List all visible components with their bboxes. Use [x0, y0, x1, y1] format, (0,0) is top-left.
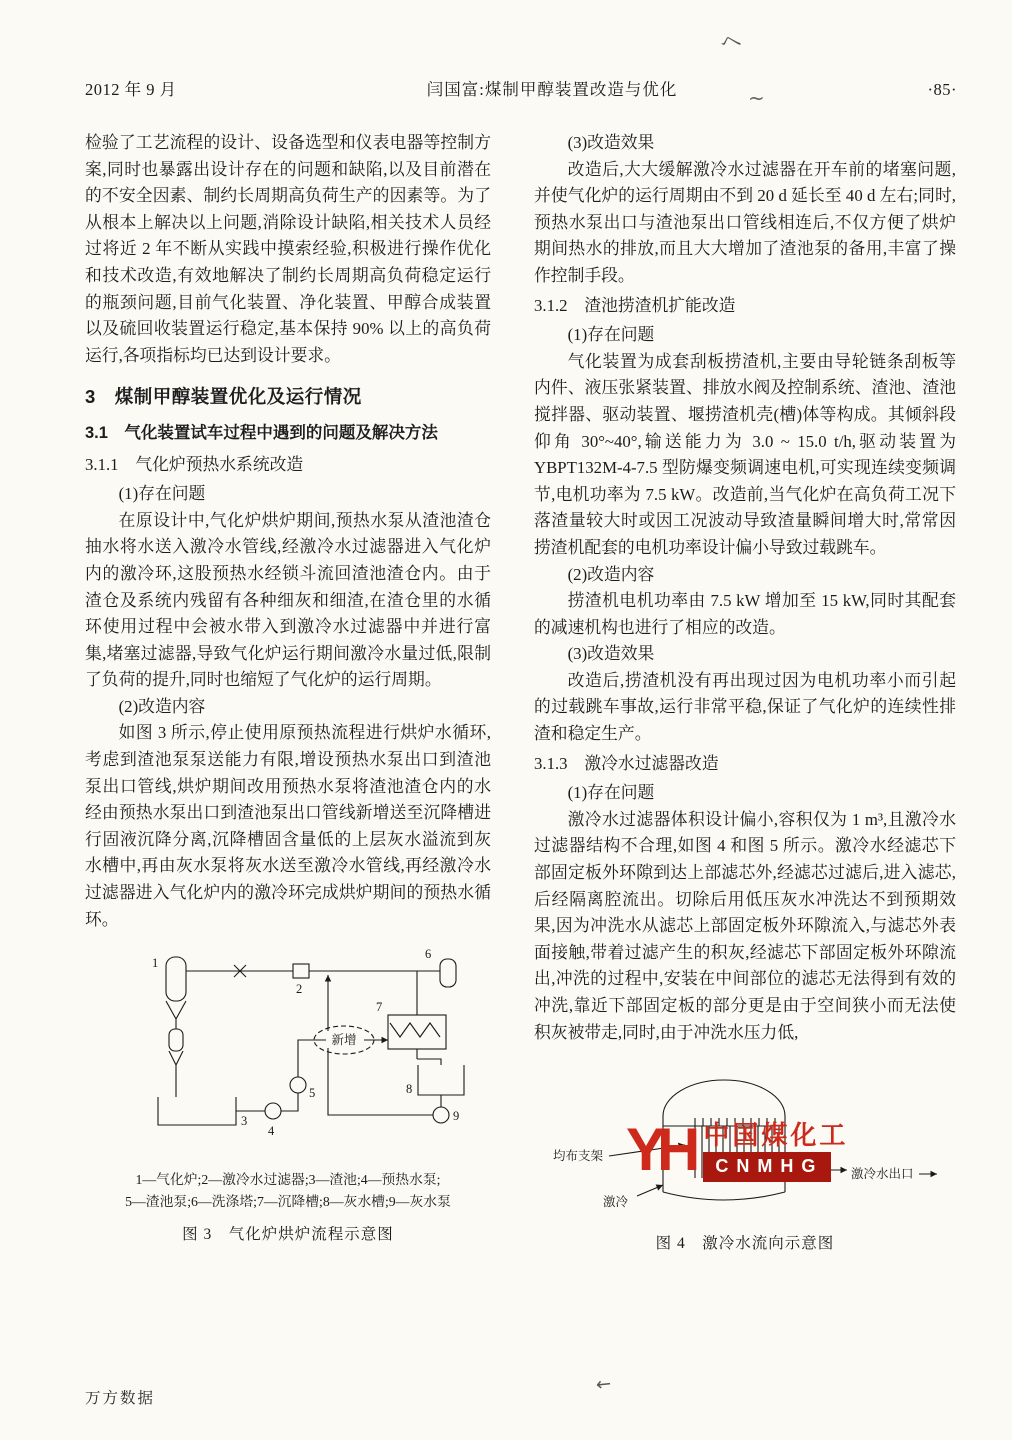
fig3-num-5: 5	[309, 1086, 316, 1101]
figure-3-diagram	[88, 945, 488, 1169]
figure-4	[534, 1052, 956, 1258]
fig3-new-label: 新增	[331, 1033, 357, 1048]
watermark	[626, 1116, 849, 1184]
fig3-num-4: 4	[268, 1124, 275, 1139]
scan-artifact: ヘ	[717, 27, 744, 57]
item-heading: (1)存在问题	[118, 484, 206, 504]
item-heading: (2)改造内容	[567, 564, 655, 584]
fig3-legend-line2: 5—渣池泵;6—洗涤塔;7—沉降槽;8—灰水槽;9—灰水泵	[125, 1194, 451, 1210]
figure-3	[85, 945, 491, 1249]
fig4-label-support: 均布支架	[553, 1149, 604, 1164]
fig3-legend-line1: 1—气化炉;2—激冷水过滤器;3—渣池;4—预热水泵;	[135, 1172, 441, 1188]
fig3-num-3: 3	[241, 1114, 248, 1129]
item-heading: (3)改造效果	[567, 644, 655, 664]
scan-artifact: ~	[748, 86, 765, 110]
item-heading: (3)改造效果	[567, 133, 655, 152]
scan-artifact: ←	[594, 1373, 613, 1396]
fig3-num-1: 1	[152, 956, 159, 971]
paragraph: 气化装置为成套刮板捞渣机,主要由导轮链条刮板等内件、液压张紧装置、排放水阀及控制系统、渣池、渣池搅拌器、驱动装置、堰捞渣机壳(槽)体等构成。其倾斜段仰角 30°~40°,输送能力为 3.0 ~ 15.0 t/h,驱动装置为 YBPT132M-4-7.5 型防爆变频调速电机,可实现连续变频调节,电机功率为 7.5 kW。改造前,当气化炉在高负荷工况下落渣量较大时或因工况波动导致渣量瞬间增大时,常常因捞渣机配套的电机功率设计偏小导致过载跳车。	[534, 351, 956, 557]
fig3-num-2: 2	[296, 982, 303, 997]
header-running-title: 闫国富:煤制甲醇装置改造与优化	[426, 80, 678, 99]
paragraph: 激冷水过滤器体积设计偏小,容积仅为 1 m³,且激冷水过滤器结构不合理,如图 4 和图 5 所示。激冷水经滤芯下部固定板外环隙到达上部滤芯外,经滤芯过滤后,进入滤芯,后经隔离腔流出。切除后用低压灰水冲洗达不到预期效果,因为冲洗水从滤芯上部固定板外环隙流入,与滤芯外表面接触,带着过滤产生的积灰,经滤芯下部固定板外环隙流出,冲洗的过程中,安装在中间部位的滤芯无法得到有效的冲洗,靠近下部固定板的部分更是由于空间狭小而无法使积灰被带走,同时,由于冲洗水压力低,	[534, 809, 956, 1042]
fig4-caption: 图 4 激冷水流向示意图	[655, 1235, 835, 1253]
section-heading-3-1-3: 3.1.3 激冷水过滤器改造	[534, 753, 719, 773]
item-heading: (2)改造内容	[118, 696, 206, 716]
paragraph: 捞渣机电机功率由 7.5 kW 增加至 15 kW,同时其配套的减速机构也进行了相应的改造。	[534, 591, 956, 637]
paragraph: 在原设计中,气化炉烘炉期间,预热水泵从渣池渣仓抽水将水送入激冷水管线,经激冷水过滤器进入气化炉内的激冷环,这股预热水经锁斗流回渣池渣仓内。由于渣仓及系统内残留有各种细灰和细渣,在渣仓里的水循环使用过程中会被水带入到激冷水过滤器中并进行富集,堵塞过滤器,导致气化炉运行期间激冷水量过低,限制了负荷的提升,同时也缩短了气化炉的运行周期。	[85, 510, 491, 690]
fig4-label-outlet: 激冷水出口	[851, 1167, 914, 1182]
paragraph: 改造后,大大缓解激冷水过滤器在开车前的堵塞问题,并使气化炉的运行周期由不到 20 d 延长至 40 d 左右;同时,预热水泵出口与渣池泵出口管线相连后,不仅方便了烘炉期间热水的排放,而且大大增加了渣池泵的备用,丰富了操作控制手段。	[534, 159, 956, 285]
section-heading-3-1-2: 3.1.2 渣池捞渣机扩能改造	[534, 295, 736, 315]
section-heading-3-1: 3.1 气化装置试车过程中遇到的问题及解决方法	[85, 423, 438, 442]
item-heading: (1)存在问题	[567, 783, 655, 803]
fig4-label-inlet: 激冷	[603, 1195, 629, 1210]
paragraph: 如图 3 所示,停止使用原预热流程进行烘炉水循环,考虑到渣池泵泵送能力有限,增设预热水泵出口到渣池泵出口管线,烘炉期间改用预热水泵将渣池渣仓内的水经由预热水泵出口到渣池泵出口管线新增送至沉降槽进行固液沉降分离,沉降槽固含量低的上层灰水溢流到灰水槽中,再由灰水泵将灰水送至激冷水管线,再经激冷水过滤器进入气化炉内的激冷环完成烘炉期间的预热水循环。	[85, 723, 491, 929]
watermark-logo-icon: YH	[626, 1116, 692, 1184]
header-date: 2012 年 9 月	[85, 80, 177, 99]
right-column	[534, 130, 956, 1258]
footer-watermark-text: 万方数据	[85, 1390, 156, 1407]
header-page-number: ·85·	[927, 80, 957, 99]
item-heading: (1)存在问题	[567, 325, 655, 345]
fig3-caption: 图 3 气化炉烘炉流程示意图	[182, 1226, 394, 1244]
fig3-num-7: 7	[376, 1000, 383, 1015]
fig3-num-9: 9	[453, 1109, 460, 1124]
paragraph: 检验了工艺流程的设计、设备选型和仪表电器等控制方案,同时也暴露出设计存在的问题和缺陷,以及目前潜在的不安全因素、制约长周期高负荷生产的因素等。为了从根本上解决以上问题,消除设计缺陷,相关技术人员经过将近 2 年不断从实践中摸索经验,积极进行操作优化和技术改造,有效地解决了制约长周期高负荷稳定运行的瓶颈问题,目前气化装置、净化装置、甲醇合成装置以及硫回收装置运行稳定,基本保持 90% 以上的高负荷运行,各项指标均已达到设计要求。	[85, 133, 491, 365]
fig3-num-6: 6	[425, 947, 432, 962]
left-column	[85, 130, 491, 1249]
section-heading-3-1-1: 3.1.1 气化炉预热水系统改造	[85, 454, 304, 474]
watermark-subtext: CNMHG	[703, 1152, 831, 1182]
watermark-text: 中国煤化工	[703, 1120, 849, 1151]
fig3-num-8: 8	[406, 1082, 413, 1097]
section-heading-3: 3 煤制甲醇装置优化及运行情况	[85, 386, 362, 408]
page-header	[85, 76, 957, 100]
paragraph: 改造后,捞渣机没有再出现过因为电机功率小而引起的过载跳车事故,运行非常平稳,保证了气化炉的连续性排渣和稳定生产。	[534, 670, 956, 744]
